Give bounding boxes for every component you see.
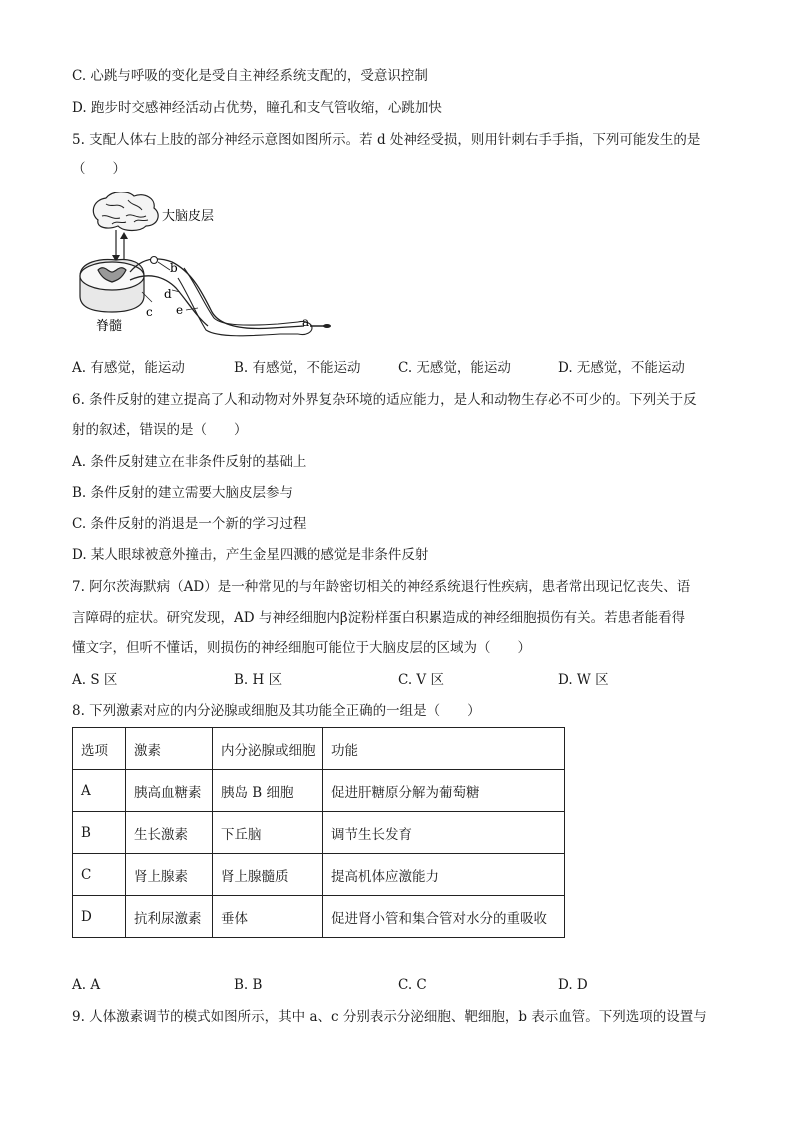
needle-head	[323, 324, 331, 328]
table-header-row	[73, 728, 565, 770]
table-row	[73, 896, 565, 938]
q7-option-b: B. H 区	[234, 672, 283, 688]
pointer-b	[158, 262, 170, 270]
table-header-cell: 内分泌腺或细胞	[213, 728, 323, 770]
table-header-cell: 激素	[126, 728, 213, 770]
q7-stem-2: 言障碍的症状。研究发现，AD 与神经细胞内β淀粉样蛋白积累造成的神经细胞损伤有关。若患者能看得	[72, 610, 686, 626]
table-cell: 生长激素	[126, 812, 213, 854]
label-e: e	[176, 303, 184, 317]
q7-option-d: D. W 区	[558, 672, 609, 688]
label-a: a	[302, 315, 310, 329]
table-cell: 提高机体应激能力	[323, 854, 565, 896]
table-cell: 下丘脑	[213, 812, 323, 854]
cortex-label: 大脑皮层	[162, 209, 215, 224]
label-b: b	[170, 261, 178, 275]
table-header-cell: 功能	[323, 728, 565, 770]
q8-option-a: A. A	[72, 977, 101, 993]
table-row	[73, 854, 565, 896]
table-cell: 垂体	[213, 896, 323, 938]
label-c: c	[146, 305, 153, 319]
table-cell: 调节生长发育	[323, 812, 565, 854]
table-row	[73, 770, 565, 812]
q8-option-d: D. D	[558, 977, 588, 993]
hormone-table	[72, 727, 565, 938]
q5-option-d: D. 无感觉，不能运动	[558, 360, 685, 376]
table-cell: B	[73, 812, 126, 854]
ganglion	[151, 257, 158, 264]
table-cell: A	[73, 770, 126, 812]
table-cell: D	[73, 896, 126, 938]
q6-option-b: B. 条件反射的建立需要大脑皮层参与	[72, 485, 294, 501]
q6-option-c: C. 条件反射的消退是一个新的学习过程	[72, 516, 307, 532]
q7-option-a: A. S 区	[72, 672, 118, 688]
q7-stem-1: 7. 阿尔茨海默病（AD）是一种常见的与年龄密切相关的神经系统退行性疾病，患者常出现记忆丧失、语	[72, 579, 691, 595]
q8-stem: 8. 下列激素对应的内分泌腺或细胞及其功能全正确的一组是（ ）	[72, 703, 481, 719]
q6-option-d: D. 某人眼球被意外撞击，产生金星四溅的感觉是非条件反射	[72, 547, 429, 563]
table-cell: C	[73, 854, 126, 896]
q5-option-c: C. 无感觉，能运动	[398, 360, 511, 376]
table-cell: 胰岛 B 细胞	[213, 770, 323, 812]
table-header-cell: 选项	[73, 728, 126, 770]
spinal-label: 脊髓	[96, 319, 123, 334]
q4-option-c: C. 心跳与呼吸的变化是受自主神经系统支配的，受意识控制	[72, 68, 428, 84]
arm-outline	[178, 268, 312, 336]
table-cell: 促进肾小管和集合管对水分的重吸收	[323, 896, 565, 938]
table-cell: 肾上腺髓质	[213, 854, 323, 896]
table-cell: 胰高血糖素	[126, 770, 213, 812]
table-cell: 促进肝糖原分解为葡萄糖	[323, 770, 565, 812]
label-d: d	[164, 287, 172, 301]
q8-option-b: B. B	[234, 977, 263, 993]
q9-stem: 9. 人体激素调节的模式如图所示，其中 a、c 分别表示分泌细胞、靶细胞，b 表示血管。下列选项的设置与	[72, 1009, 707, 1025]
q6-stem-2: 射的叙述，错误的是（ ）	[72, 422, 248, 438]
brain-icon	[93, 192, 158, 231]
table-cell: 抗利尿激素	[126, 896, 213, 938]
table-cell: 肾上腺素	[126, 854, 213, 896]
q5-option-b: B. 有感觉，不能运动	[234, 360, 361, 376]
q4-option-d: D. 跑步时交感神经活动占优势，瞳孔和支气管收缩，心跳加快	[72, 100, 442, 116]
q7-option-c: C. V 区	[398, 672, 444, 688]
q6-option-a: A. 条件反射建立在非条件反射的基础上	[72, 454, 307, 470]
q5-option-a: A. 有感觉，能运动	[72, 360, 185, 376]
afferent-nerve	[130, 259, 304, 329]
q8-option-c: C. C	[398, 977, 427, 993]
q5-paren: （ ）	[72, 161, 126, 177]
nerve-diagram	[72, 192, 362, 342]
q6-stem-1: 6. 条件反射的建立提高了人和动物对外界复杂环境的适应能力，是人和动物生存必不可少的。下列关于反	[72, 392, 697, 408]
arrow-up-icon	[120, 232, 128, 239]
table-row	[73, 812, 565, 854]
q5-stem: 5. 支配人体右上肢的部分神经示意图如图所示。若 d 处神经受损，则用针刺右手手指，下列可能发生的是	[72, 132, 701, 148]
q7-stem-3: 懂文字，但听不懂话，则损伤的神经细胞可能位于大脑皮层的区域为（ ）	[72, 640, 531, 656]
